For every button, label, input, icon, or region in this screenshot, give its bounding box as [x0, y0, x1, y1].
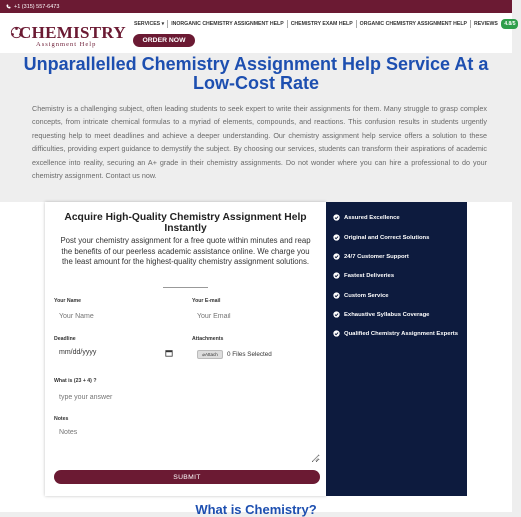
deadline-label: Deadline: [54, 336, 76, 342]
feature-label: Fastest Deliveries: [344, 272, 395, 279]
nav-inorganic-chemistry[interactable]: INORGANIC CHEMISTRY ASSIGNMENT HELP: [168, 20, 288, 28]
files-status: 0 Files Selected: [227, 351, 272, 358]
feature-item: [333, 253, 409, 260]
nav-organic-chemistry[interactable]: ORGANIC CHEMISTRY ASSIGNMENT HELP: [357, 20, 471, 28]
calendar-icon[interactable]: [165, 349, 173, 357]
notes-textarea[interactable]: [55, 425, 320, 463]
check-badge-icon: [333, 330, 340, 337]
attach-button[interactable]: [197, 350, 223, 359]
email-label: Your E-mail: [192, 298, 221, 304]
notes-label: Notes: [54, 416, 69, 422]
submit-button[interactable]: SUBMIT: [54, 470, 320, 484]
feature-label: Exhaustive Syllabus Coverage: [344, 311, 430, 318]
deadline-input[interactable]: [59, 349, 177, 361]
feature-label: 24/7 Customer Support: [344, 253, 409, 260]
feature-item: [333, 330, 458, 337]
site-header: [0, 13, 516, 53]
email-input[interactable]: [197, 310, 315, 322]
quote-form: [45, 202, 326, 496]
phone-number[interactable]: +1 (315) 557-6473: [14, 3, 60, 10]
feature-item: [333, 272, 394, 279]
feature-label: Custom Service: [344, 292, 389, 299]
form-divider: [163, 287, 208, 288]
order-now-button[interactable]: ORDER NOW: [133, 34, 195, 47]
form-title: Acquire High-Quality Chemistry Assignment Help Instantly: [64, 212, 307, 234]
name-input[interactable]: [59, 310, 177, 322]
check-badge-icon: [333, 311, 340, 318]
top-contact-bar: [0, 0, 512, 13]
nav-reviews-item[interactable]: [471, 19, 521, 29]
site-logo[interactable]: [10, 22, 126, 52]
feature-item: [333, 214, 400, 221]
deadline-value: mm/dd/yyyy: [59, 349, 97, 356]
captcha-input[interactable]: [59, 391, 314, 403]
logo-title: CHEMISTRY: [19, 23, 126, 42]
feature-label: Qualified Chemistry Assignment Experts: [344, 330, 459, 337]
logo-subtitle: Assignment Help: [36, 41, 97, 48]
feature-item: [333, 292, 389, 299]
paperclip-icon: ⌀: [202, 351, 205, 357]
feature-label: Assured Excellence: [344, 214, 400, 221]
captcha-label: What is (23 + 4) ?: [54, 378, 97, 384]
check-badge-icon: [333, 272, 340, 279]
name-label: Your Name: [54, 298, 82, 304]
check-badge-icon: [333, 292, 340, 299]
attach-label: Attach: [204, 352, 218, 357]
check-badge-icon: [333, 253, 340, 260]
nav-chemistry-exam-help[interactable]: CHEMISTRY EXAM HELP: [288, 20, 357, 28]
check-badge-icon: [333, 234, 340, 241]
nav-reviews: REVIEWS: [473, 21, 498, 27]
resize-handle-icon[interactable]: [313, 456, 318, 461]
section-heading: What is Chemistry?: [195, 502, 317, 517]
intro-paragraph: Chemistry is a challenging subject, often leading students to seek expert to write their assignments for them. Many struggle to grasp complex concepts, from intricate chemical formulas to a myriad of elements, compounds, and reactions. This confusion results in students urgently requesting help to meet deadlines and achieve a deeper understanding. Our chemistry assignment help service offers a solution to these difficulties, providing expert guidance to demystify the subject. By choosing our services, students can transform their aspirations of academic excellence into reality, securing an A+ grade in their chemistry assignments. Do not wonder where you can hire a professional to do your chemistry assignment. Contact us now.: [32, 104, 487, 181]
page-title: Unparallelled Chemistry Assignment Help Service At a Low-Cost Rate: [23, 54, 489, 93]
nav-services[interactable]: SERVICES ▾: [131, 20, 168, 28]
form-description: Post your chemistry assignment for a free quote within minutes and reap the benefits of our peerless academic assistance online. We charge you the least amount for the highest-quality chemistry assignment solutions.: [60, 236, 311, 266]
rating-badge: 4.8/5: [501, 19, 518, 29]
phone-icon: [6, 4, 11, 9]
feature-label: Original and Correct Solutions: [344, 234, 430, 241]
feature-item: [333, 311, 429, 318]
attachments-label: Attachments: [192, 336, 224, 342]
features-panel: [326, 202, 467, 496]
main-navigation: [131, 19, 521, 29]
check-badge-icon: [333, 214, 340, 221]
feature-item: [333, 234, 429, 241]
